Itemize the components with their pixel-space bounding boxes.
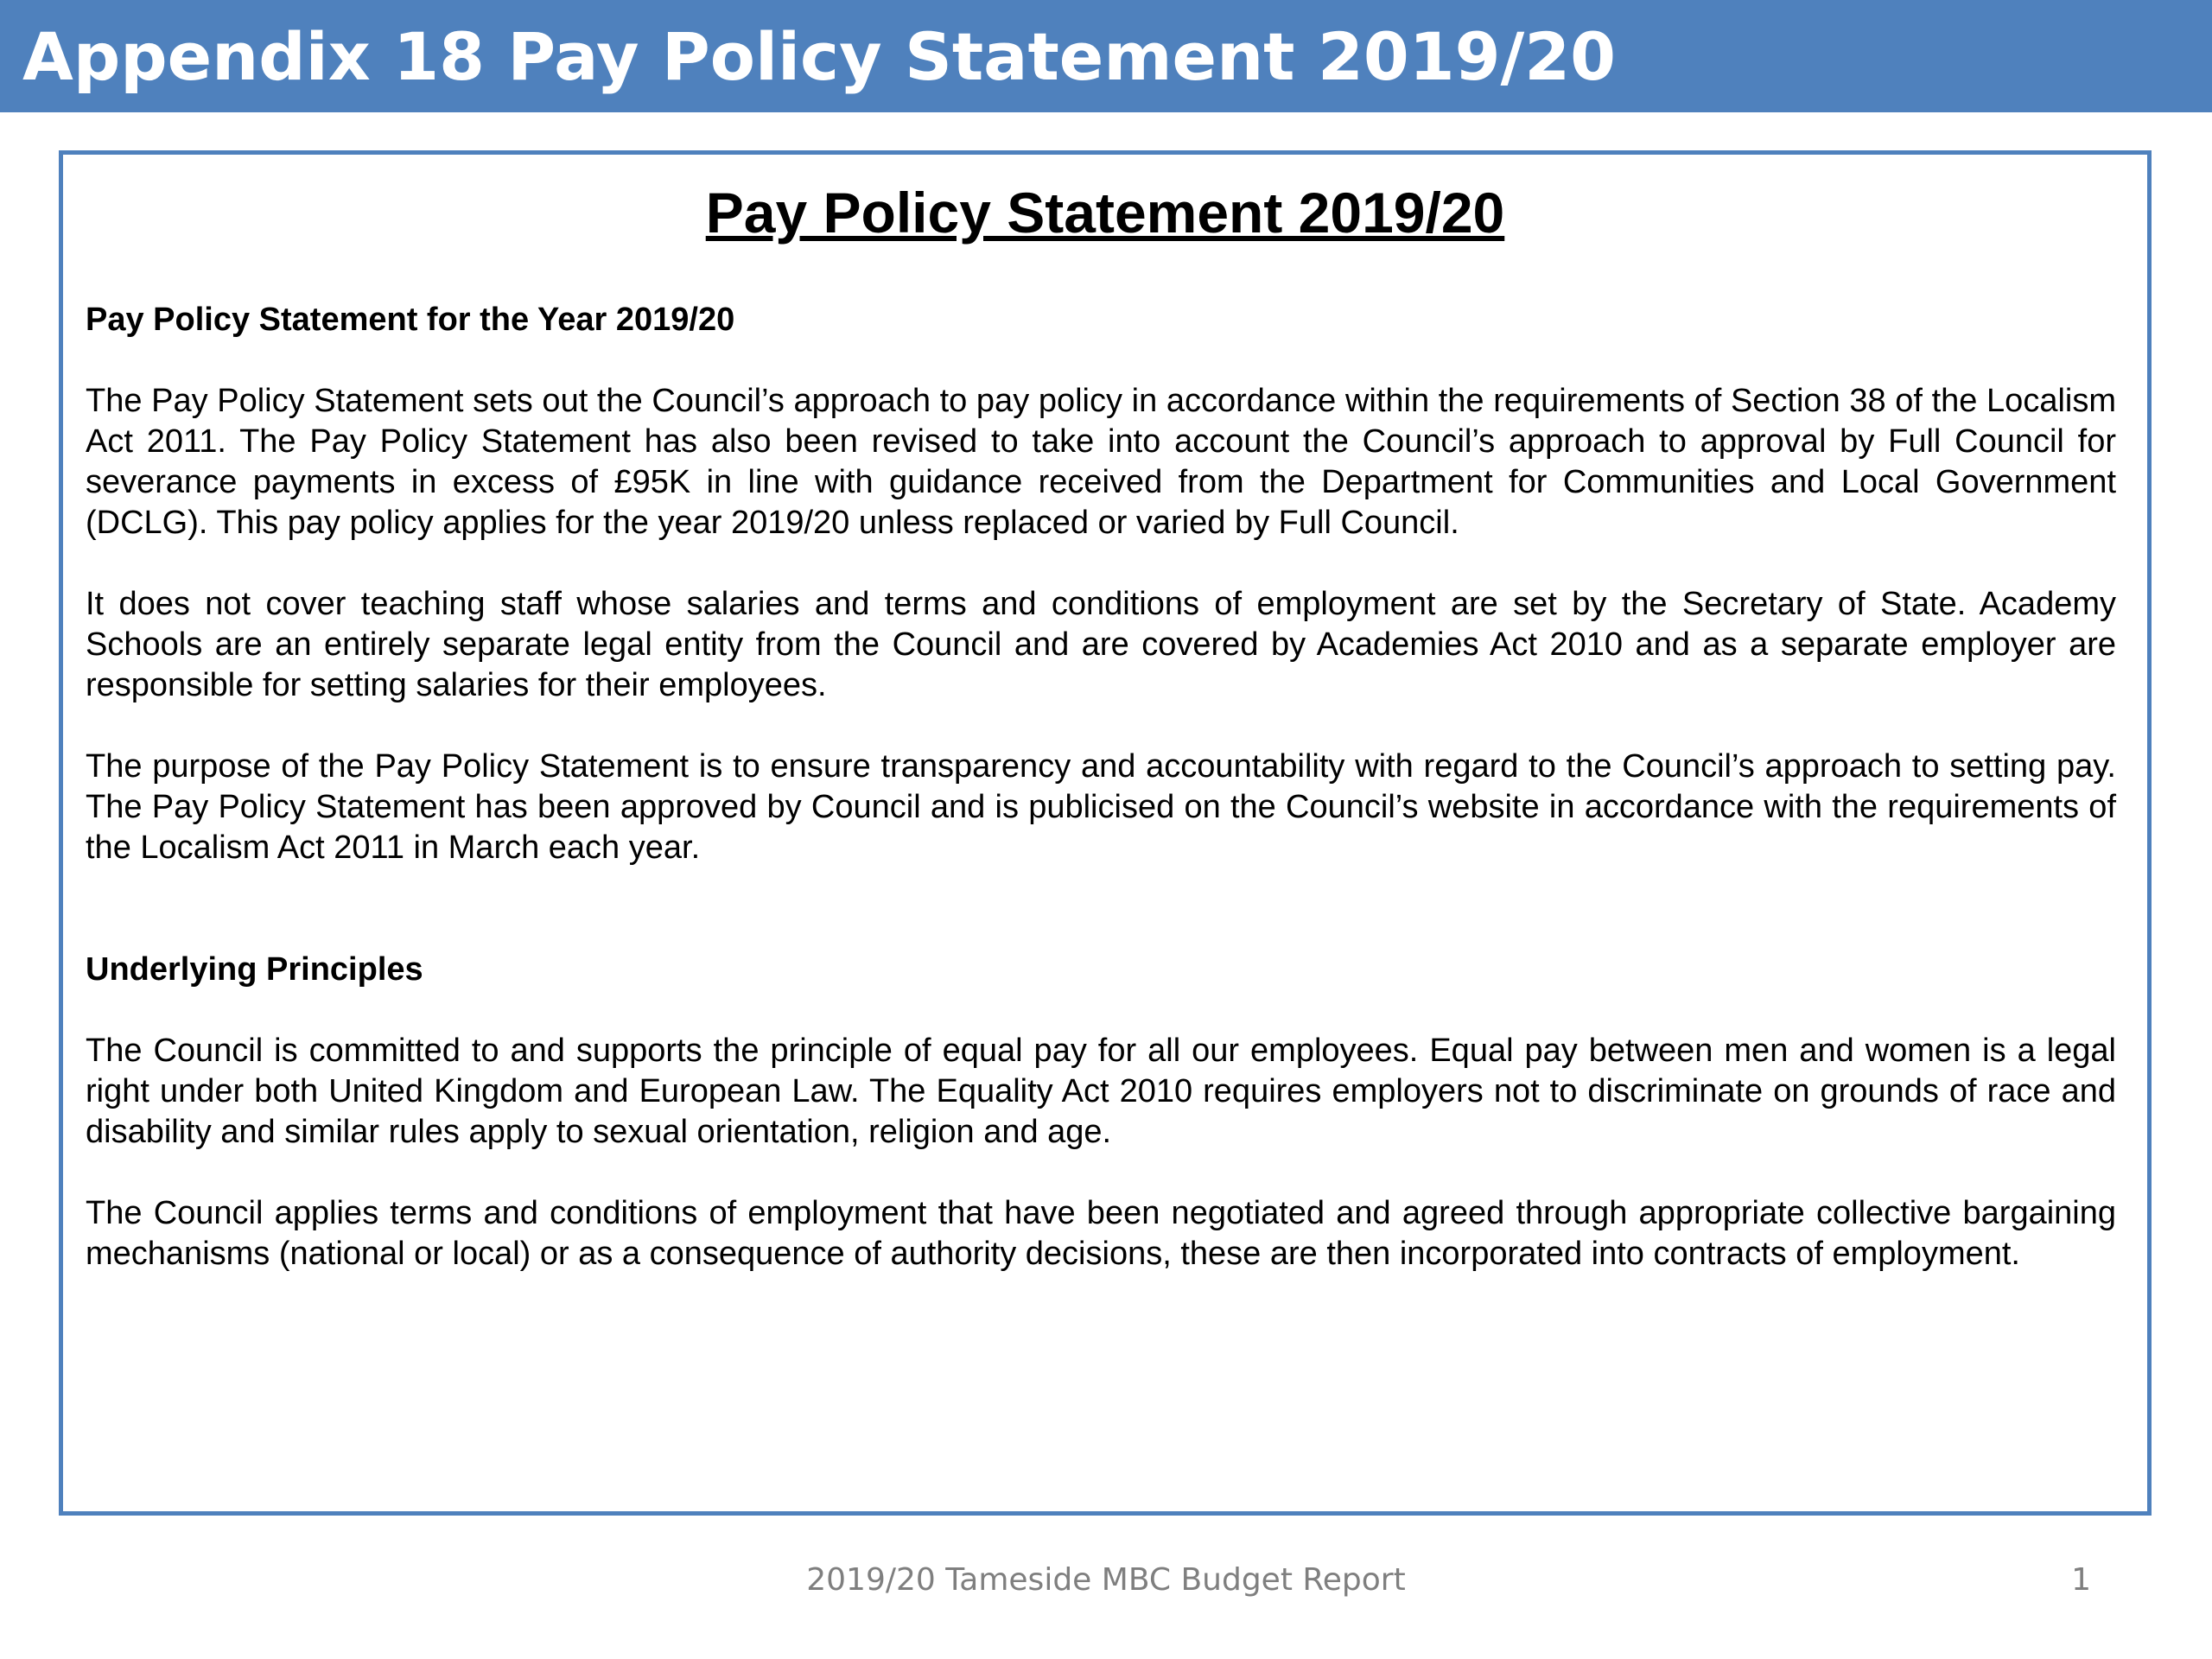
paragraph-purpose: The purpose of the Pay Policy Statement is to ensure transparency and accountability with regard to the Council’s approach to setting pay. The Pay Policy Statement has been approved by Council and is publicised on the Council’s website in accordance with the requirements of the Localism Act 2011 in March each year. (86, 748, 2116, 866)
section-heading-underlying-principles: Underlying Principles (86, 951, 423, 988)
paragraph-teaching-staff: It does not cover teaching staff whose salaries and terms and conditions of employment are set by the Secretary of State. Academy Schools are an entirely separate legal entity from the Council and are covered by Academies Act 2010 and as a separate employer are responsible for setting salaries for their employees. (86, 586, 2116, 703)
document-body (86, 300, 2116, 1315)
page-number: 1 (2071, 1562, 2091, 1598)
paragraph-terms-conditions: The Council applies terms and conditions of employment that have been negotiated and agreed through appropriate collective bargaining mechanisms (national or local) or as a consequence of authority decisions, these are then incorporated into contracts of employment. (86, 1195, 2116, 1272)
paragraph-equal-pay: The Council is committed to and supports the principle of equal pay for all our employees. Equal pay between men and women is a legal right under both United Kingdom and European Law. The Equality Act 2010 requires employers not to discriminate on grounds of race and disability and similar rules apply to sexual orientation, religion and age. (86, 1033, 2116, 1150)
document-title: Pay Policy Statement 2019/20 (705, 181, 1505, 245)
footer-report-title: 2019/20 Tameside MBC Budget Report (806, 1562, 1406, 1598)
document-frame (59, 150, 2152, 1516)
paragraph-approach: The Pay Policy Statement sets out the Council’s approach to pay policy in accordance within the requirements of Section 38 of the Localism Act 2011. The Pay Policy Statement has also been revised to take into account the Council’s approach to approval by Full Council for severance payments in excess of £95K in line with guidance received from the Department for Communities and Local Government (DCLG). This pay policy applies for the year 2019/20 unless replaced or varied by Full Council. (86, 383, 2116, 541)
slide-title: Appendix 18 Pay Policy Statement 2019/20 (22, 18, 1617, 95)
header-bar (0, 0, 2212, 112)
section-heading-pay-policy-year: Pay Policy Statement for the Year 2019/20 (86, 302, 735, 338)
